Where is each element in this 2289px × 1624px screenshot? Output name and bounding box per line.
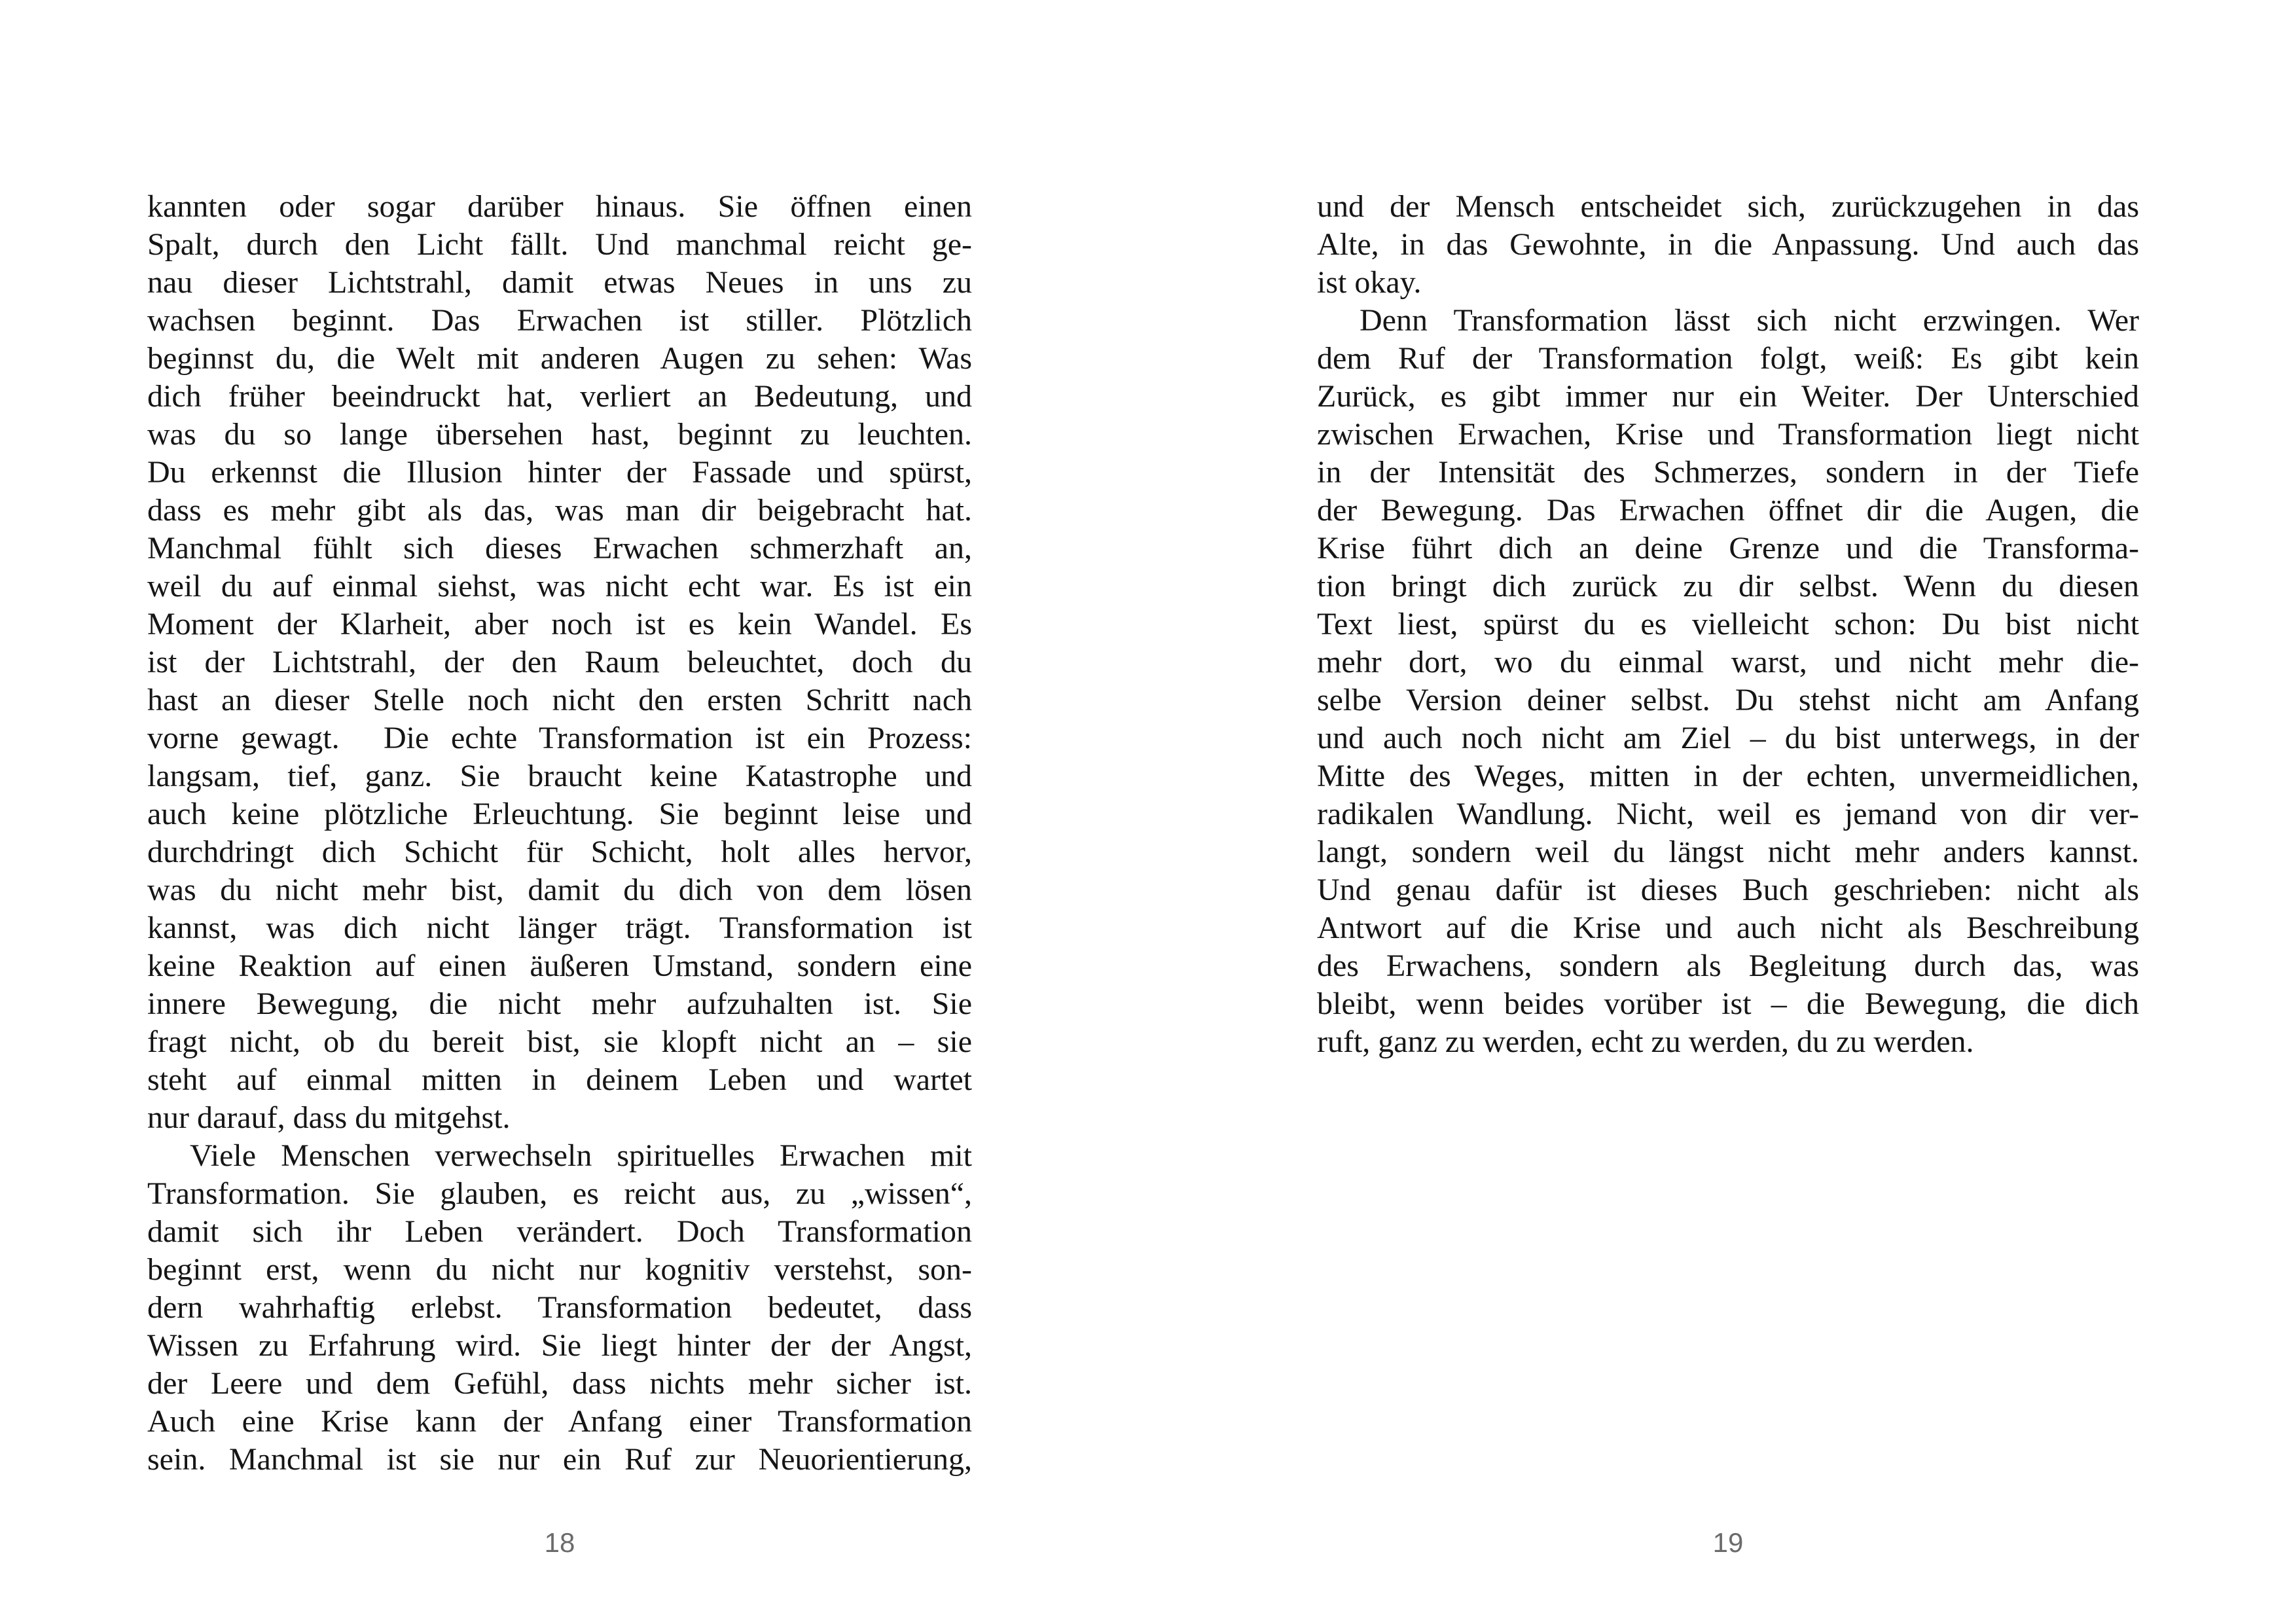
book-page-right [1317,0,2139,1624]
book-page-left [147,0,972,1624]
text-line: des Erwachens, sondern als Begleitung durch das, was [1317,948,2139,983]
text-line: Viele Menschen verwechseln spirituelles Erwachen mit [190,1138,972,1173]
text-line: der Leere und dem Gefühl, dass nichts mehr sicher ist. [147,1366,972,1401]
text-line: nau dieser Lichtstrahl, damit etwas Neues in uns zu [147,265,972,300]
text-line: langsam, tief, ganz. Sie braucht keine Katastrophe und [147,759,972,793]
text-line: Text liest, spürst du es vielleicht schon: Du bist nicht [1317,607,2139,641]
page-number-right: 19 [1712,1527,1744,1558]
text-line: langt, sondern weil du längst nicht mehr anders kannst. [1317,835,2139,869]
text-line: kannten oder sogar darüber hinaus. Sie öffnen einen [147,189,972,224]
text-column-left [147,188,972,1479]
text-line: Du erkennst die Illusion hinter der Fassade und spürst, [147,455,972,490]
text-line: weil du auf einmal siehst, was nicht echt war. Es ist ein [147,569,972,604]
text-line: Krise führt dich an deine Grenze und die Transforma- [1317,531,2139,566]
text-line: wachsen beginnt. Das Erwachen ist stiller. Plötzlich [147,303,972,338]
text-line: und der Mensch entscheidet sich, zurückzugehen in das [1317,189,2139,224]
text-line: fragt nicht, ob du bereit bist, sie klopft nicht an – sie [147,1024,972,1059]
text-line: was du so lange übersehen hast, beginnt zu leuchten. [147,417,972,452]
text-line: Moment der Klarheit, aber noch ist es kein Wandel. Es [147,607,972,641]
text-line: dich früher beeindruckt hat, verliert an Bedeutung, und [147,379,972,414]
text-line: Transformation. Sie glauben, es reicht aus, zu „wissen“, [147,1176,972,1211]
text-line: kannst, was dich nicht länger trägt. Transformation ist [147,911,972,945]
text-line: durchdringt dich Schicht für Schicht, holt alles hervor, [147,835,972,869]
text-column-right [1317,188,2139,1061]
text-line: Antwort auf die Krise und auch nicht als Beschreibung [1317,911,2139,945]
text-line: hast an dieser Stelle noch nicht den ersten Schritt nach [147,683,972,717]
text-line: Alte, in das Gewohnte, in die Anpassung. Und auch das [1317,227,2139,262]
text-line: dem Ruf der Transformation folgt, weiß: Es gibt kein [1317,341,2139,376]
text-line: was du nicht mehr bist, damit du dich von dem lösen [147,873,972,907]
text-line: Auch eine Krise kann der Anfang einer Transformation [147,1404,972,1439]
text-line: Spalt, durch den Licht fällt. Und manchmal reicht ge- [147,227,972,262]
text-line: bleibt, wenn beides vorüber ist – die Bewegung, die dich [1317,986,2139,1021]
text-line: auch keine plötzliche Erleuchtung. Sie beginnt leise und [147,797,972,831]
text-line: sein. Manchmal ist sie nur ein Ruf zur Neuorientierung, [147,1442,972,1477]
text-line: der Bewegung. Das Erwachen öffnet dir die Augen, die [1317,493,2139,528]
text-line: Wissen zu Erfahrung wird. Sie liegt hinter der der Angst, [147,1328,972,1363]
text-line: innere Bewegung, die nicht mehr aufzuhalten ist. Sie [147,986,972,1021]
text-line: dern wahrhaftig erlebst. Transformation bedeutet, dass [147,1290,972,1325]
text-line: Und genau dafür ist dieses Buch geschrieben: nicht als [1317,873,2139,907]
text-line: in der Intensität des Schmerzes, sondern in der Tiefe [1317,455,2139,490]
text-line: beginnt erst, wenn du nicht nur kognitiv verstehst, son- [147,1252,972,1287]
text-line: radikalen Wandlung. Nicht, weil es jemand von dir ver- [1317,797,2139,831]
text-line: Mitte des Weges, mitten in der echten, unvermeidlichen, [1317,759,2139,793]
text-line: dass es mehr gibt als das, was man dir beigebracht hat. [147,493,972,528]
text-line: zwischen Erwachen, Krise und Transformation liegt nicht [1317,417,2139,452]
text-line: ruft, ganz zu werden, echt zu werden, du zu werden. [1317,1024,1974,1059]
text-line: keine Reaktion auf einen äußeren Umstand, sondern eine [147,948,972,983]
text-line: vorne gewagt. Die echte Transformation ist ein Prozess: [147,721,972,755]
text-line: mehr dort, wo du einmal warst, und nicht mehr die- [1317,645,2139,679]
text-line: steht auf einmal mitten in deinem Leben und wartet [147,1062,972,1097]
text-line: Denn Transformation lässt sich nicht erzwingen. Wer [1360,303,2139,338]
text-line: Zurück, es gibt immer nur ein Weiter. Der Unterschied [1317,379,2139,414]
text-line: tion bringt dich zurück zu dir selbst. Wenn du diesen [1317,569,2139,604]
text-line: nur darauf, dass du mitgehst. [147,1100,511,1135]
text-line: selbe Version deiner selbst. Du stehst nicht am Anfang [1317,683,2139,717]
text-line: ist okay. [1317,265,1422,300]
text-line: ist der Lichtstrahl, der den Raum beleuchtet, doch du [147,645,972,679]
text-line: damit sich ihr Leben verändert. Doch Transformation [147,1214,972,1249]
text-line: Manchmal fühlt sich dieses Erwachen schmerzhaft an, [147,531,972,566]
text-line: beginnst du, die Welt mit anderen Augen zu sehen: Was [147,341,972,376]
page-number-left: 18 [544,1527,575,1558]
text-line: und auch noch nicht am Ziel – du bist unterwegs, in der [1317,721,2139,755]
